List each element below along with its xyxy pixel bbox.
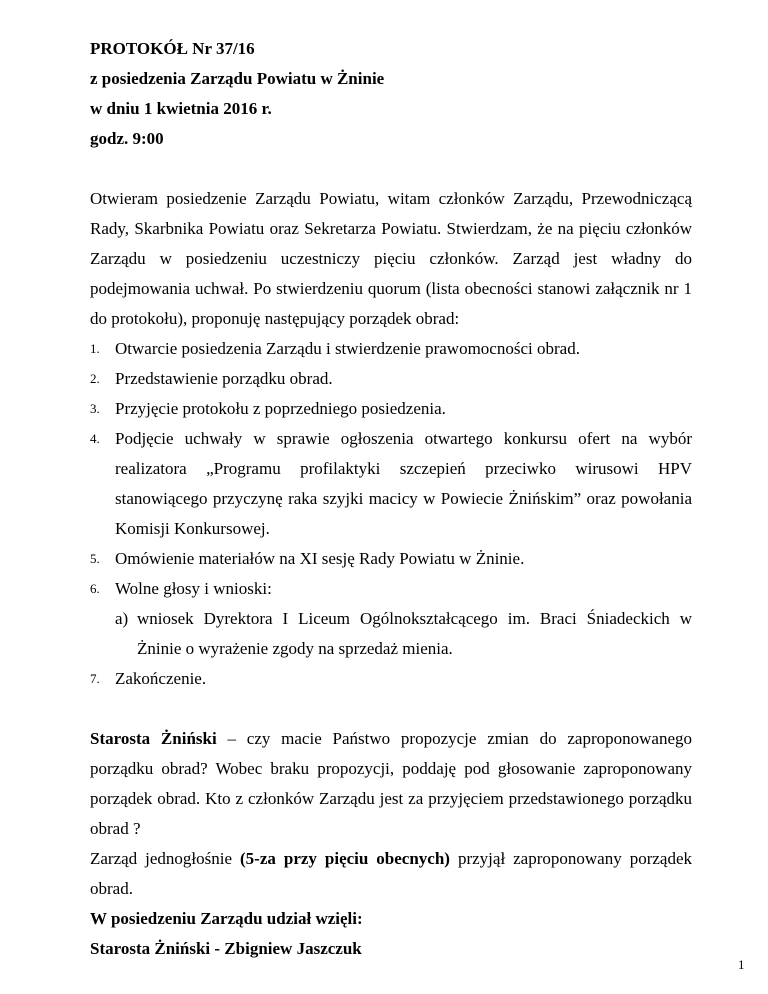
agenda-item-text: Wolne głosy i wnioski:: [115, 579, 272, 598]
agenda-item: [90, 424, 692, 544]
agenda-item-number: 4.: [90, 431, 100, 446]
agenda-item-number: 7.: [90, 671, 100, 686]
agenda-item: [90, 544, 692, 574]
agenda-subitem-text: wniosek Dyrektora I Liceum Ogólnokształcącego im. Braci Śniadeckich w Żninie o wyrażenie zgody na sprzedaż mienia.: [137, 609, 692, 658]
starosta-paragraph: [90, 724, 692, 844]
agenda-item-text: Omówienie materiałów na XI sesję Rady Powiatu w Żninie.: [115, 549, 525, 568]
agenda-item-text: Otwarcie posiedzenia Zarządu i stwierdzenie prawomocności obrad.: [115, 339, 580, 358]
agenda-subitem: [115, 604, 692, 664]
meeting-time: godz. 9:00: [90, 129, 164, 148]
agenda-item: [90, 364, 692, 394]
vote-result: (5-za przy pięciu obecnych): [240, 849, 450, 868]
agenda-item: [90, 664, 692, 694]
meeting-date: w dniu 1 kwietnia 2016 r.: [90, 99, 272, 118]
agenda-item: [90, 334, 692, 364]
document-page: [90, 34, 692, 964]
agenda-list: [90, 334, 692, 694]
agenda-subitem-letter: a): [115, 609, 129, 628]
vote-paragraph: [90, 844, 692, 904]
agenda-item-number: 6.: [90, 581, 100, 596]
page-number: 1: [738, 957, 745, 972]
agenda-item-number: 1.: [90, 341, 100, 356]
agenda-item-number: 3.: [90, 401, 100, 416]
agenda-item-text: Przedstawienie porządku obrad.: [115, 369, 333, 388]
agenda-sublist: [115, 604, 692, 664]
agenda-item: [90, 394, 692, 424]
participant-starosta: Starosta Żniński - Zbigniew Jaszczuk: [90, 939, 362, 958]
speaker-statement: – czy macie Państwo propozycje zmian do zaproponowanego porządku obrad? Wobec braku propozycji, poddaję pod głosowanie zaproponowany porządek obrad. Kto z członków Zarządu jest za przyjęciem przedstawionego porządku obrad ?: [90, 729, 692, 838]
participants-heading: W posiedzeniu Zarządu udział wzięli:: [90, 909, 363, 928]
vote-text-before: Zarząd jednogłośnie: [90, 849, 241, 868]
agenda-item-text: Przyjęcie protokołu z poprzedniego posiedzenia.: [115, 399, 446, 418]
speaker-name: Starosta Żniński: [90, 729, 217, 748]
agenda-item: [90, 574, 692, 664]
intro-paragraph: Otwieram posiedzenie Zarządu Powiatu, witam członków Zarządu, Przewodniczącą Rady, Skarbnika Powiatu oraz Sekretarza Powiatu. Stwierdzam, że na pięciu członków Zarządu w posiedzeniu uczestniczy pięciu członków. Zarząd jest władny do podejmowania uchwał. Po stwierdzeniu quorum (lista obecności stanowi załącznik nr 1 do protokołu), proponuję następujący porządek obrad:: [90, 189, 692, 328]
protocol-title: PROTOKÓŁ Nr 37/16: [90, 39, 255, 58]
agenda-item-number: 2.: [90, 371, 100, 386]
agenda-item-number: 5.: [90, 551, 100, 566]
agenda-item-text: Podjęcie uchwały w sprawie ogłoszenia otwartego konkursu ofert na wybór realizatora „Programu profilaktyki szczepień przeciwko wirusowi HPV stanowiącego przyczynę raka szyjki macicy w Powiecie Żnińskim” oraz powołania Komisji Konkursowej.: [115, 429, 692, 538]
meeting-subtitle: z posiedzenia Zarządu Powiatu w Żninie: [90, 69, 385, 88]
vote-text-after: przyjął zaproponowany porządek obrad.: [90, 849, 692, 898]
agenda-item-text: Zakończenie.: [115, 669, 207, 688]
